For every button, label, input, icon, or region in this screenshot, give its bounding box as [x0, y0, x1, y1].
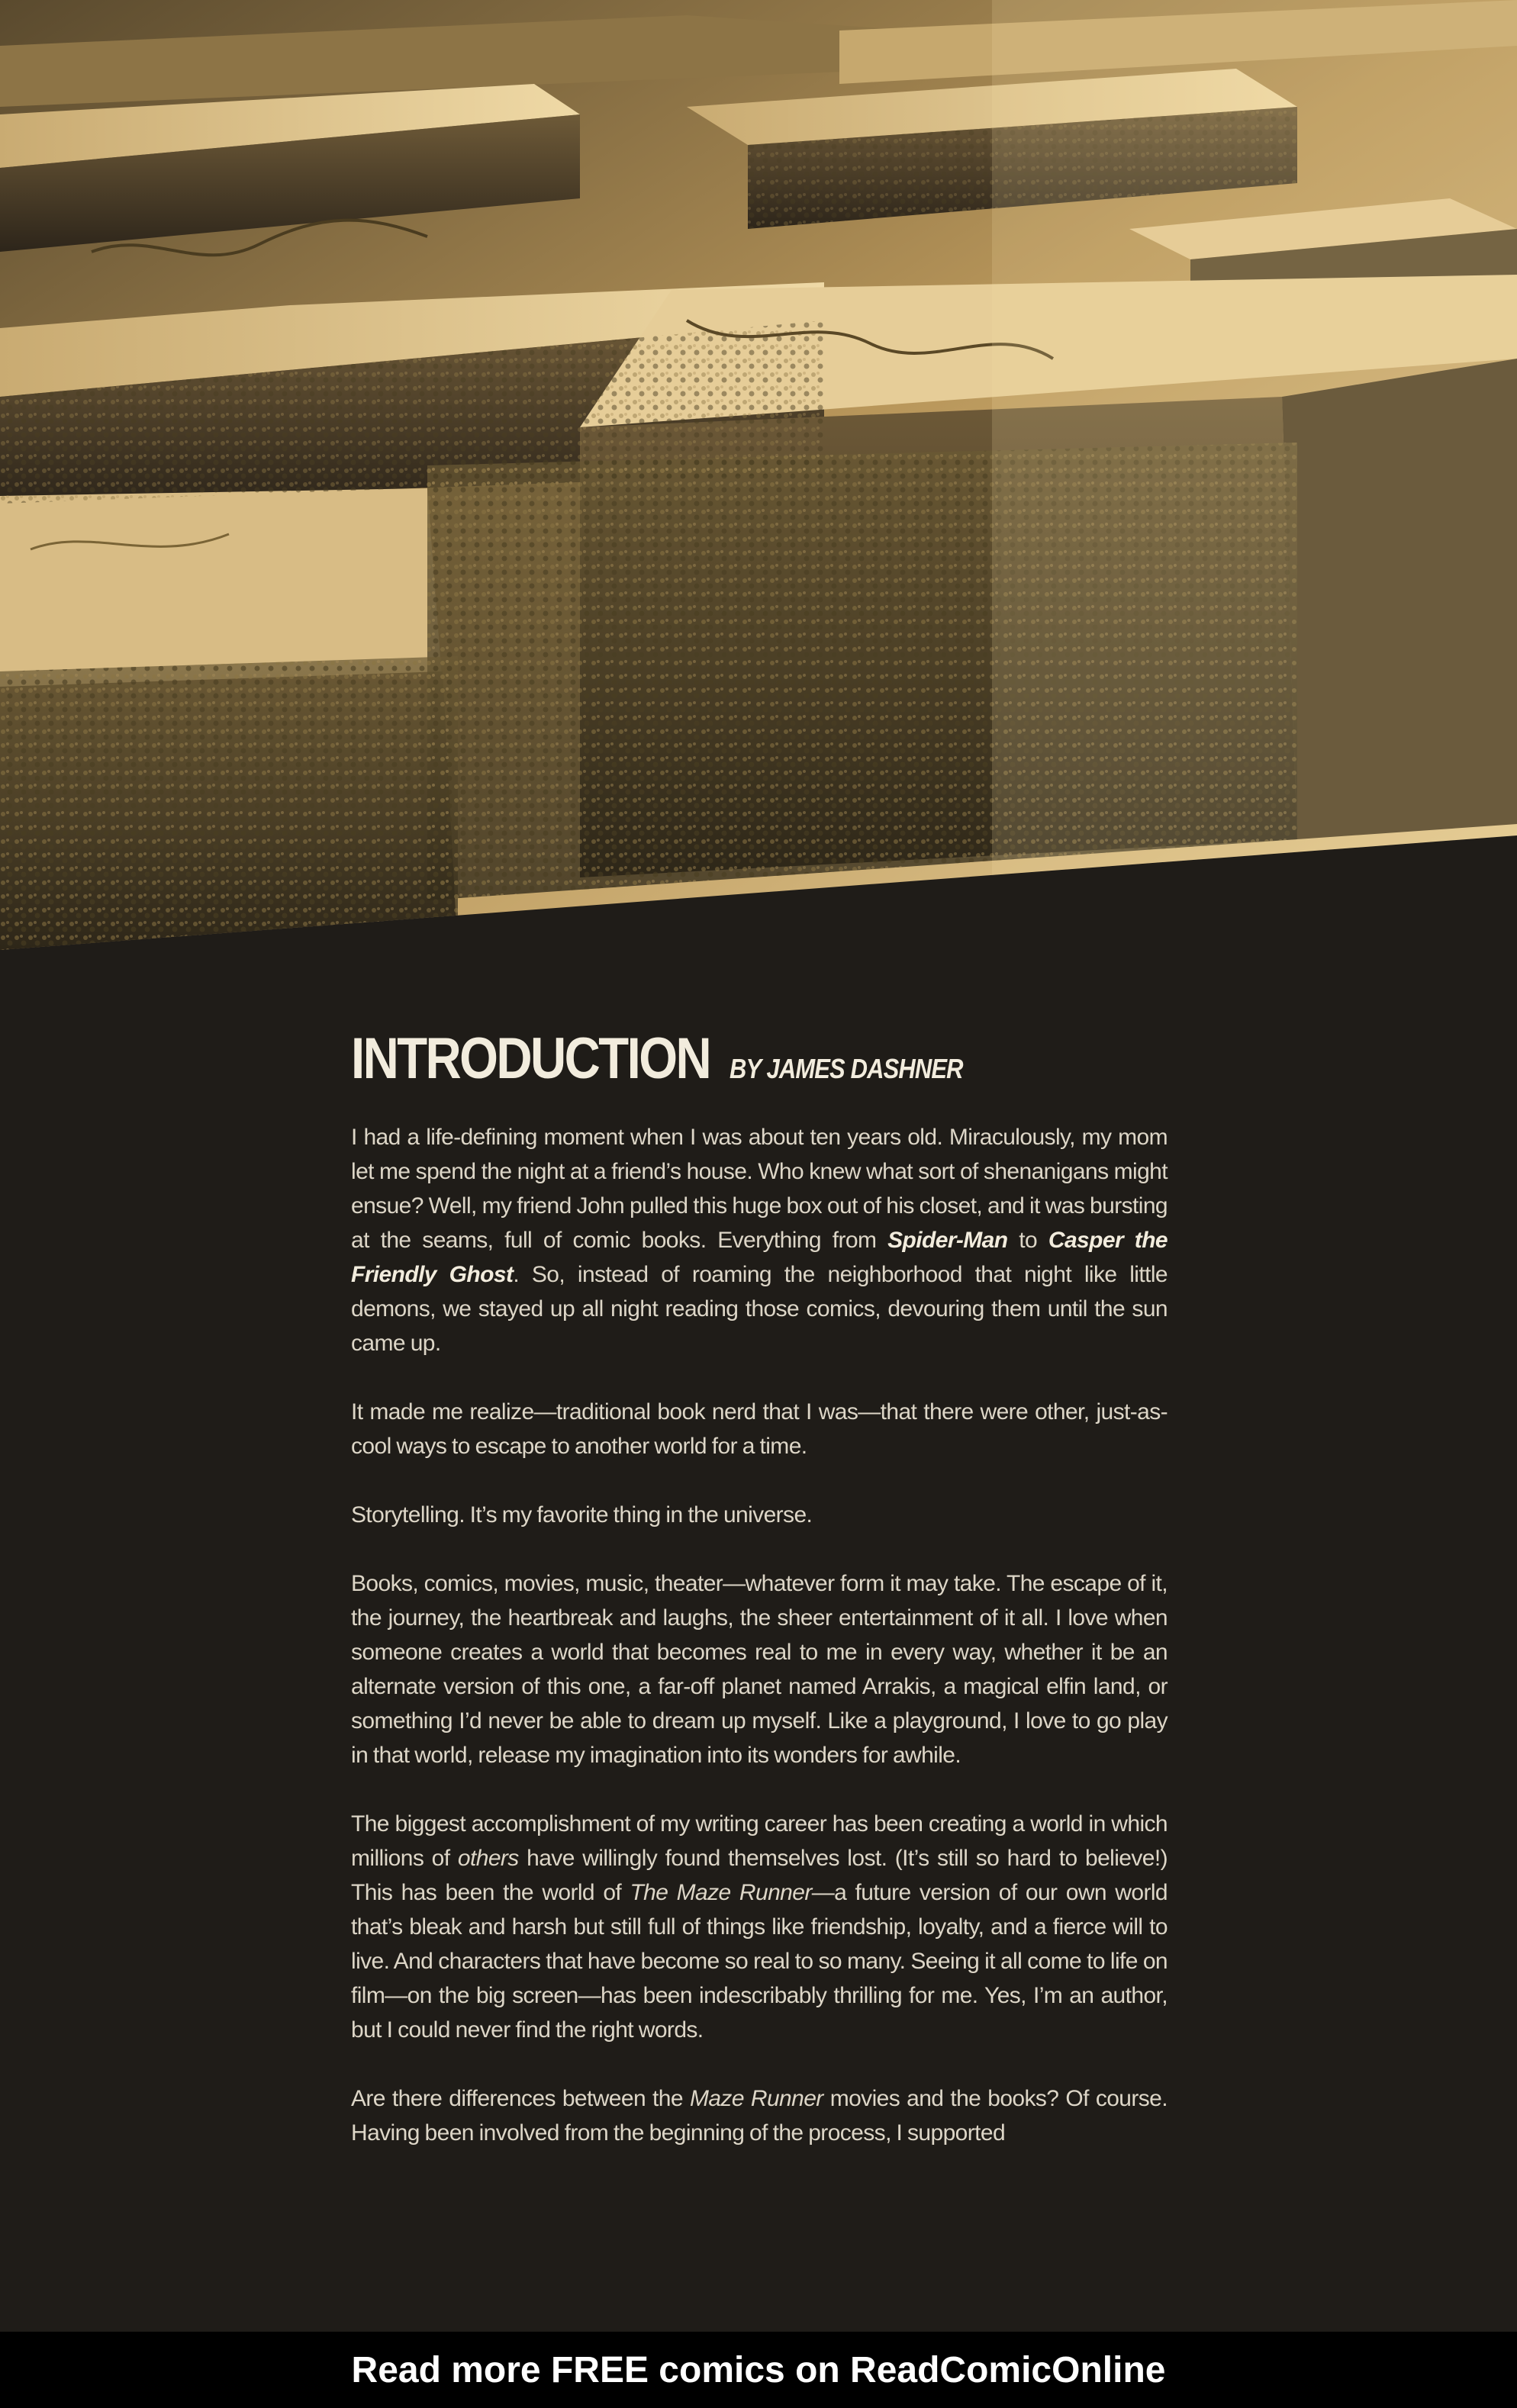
- paragraph-4: Books, comics, movies, music, theater—whatever form it may take. The escape of it, the journey, the heartbreak and laughs, the sheer entertainment of it all. I love when someone creates a world that becomes real to me in every way, whether it be an alternate version of this one, a far-off planet named Arrakis, a magical elfin land, or something I’d never be able to dream up myself. Like a playground, I love to go play in that world, release my imagination into its wonders for awhile.: [351, 1571, 1168, 1768]
- paragraph-6: Are there differences between the Maze Runner movies and the books? Of course. Having been involved from the beginning of the process, I supported: [351, 2086, 1168, 2146]
- title-spider-man: Spider-Man: [887, 1228, 1008, 1253]
- maze-illustration: [0, 0, 1517, 961]
- footer-link-text[interactable]: Read more FREE comics on ReadComicOnline: [351, 2349, 1166, 2390]
- article-title: INTRODUCTION: [351, 1026, 710, 1091]
- paragraph-1: I had a life-defining moment when I was about ten years old. Miraculously, my mom let me spend the night at a friend’s house. Who knew what sort of shenanigans might ensue? Well, my friend John pulled this huge box out of his closet, and it was bursting at the seams, full of comic books. Everything from Spider-Man to Casper the Friendly Ghost. So, instead of roaming the neighborhood that night like little demons, we stayed up all night reading those comics, devouring them until the sun came up.: [351, 1125, 1168, 1356]
- paragraph-5: The biggest accomplishment of my writing career has been creating a world in which millions of others have willingly found themselves lost. (It’s still so hard to believe!) This has been the world of The Maze Runner—a future version of our own world that’s bleak and harsh but still full of things like friendship, loyalty, and a fierce will to live. And characters that have become so real to so many. Seeing it all come to life on film—on the big screen—has been indescribably thrilling for me. Yes, I’m an author, but I could never find the right words.: [351, 1811, 1168, 2043]
- title-casper: Casper the Friendly Ghost: [351, 1228, 1168, 1287]
- paragraph-2: It made me realize—traditional book nerd that I was—that there were other, just-as-cool ways to escape to another world for a time.: [351, 1399, 1168, 1459]
- article-byline: BY JAMES DASHNER: [729, 1053, 963, 1084]
- emphasis-others: others: [457, 1846, 519, 1871]
- title-maze-runner: Maze Runner: [689, 2086, 823, 2111]
- article-heading: [351, 1026, 1168, 1091]
- title-the-maze-runner: The Maze Runner: [630, 1880, 812, 1905]
- footer-banner[interactable]: [0, 2332, 1517, 2408]
- paragraph-3: Storytelling. It’s my favorite thing in the universe.: [351, 1502, 813, 1528]
- introduction-article: [351, 1026, 1168, 2184]
